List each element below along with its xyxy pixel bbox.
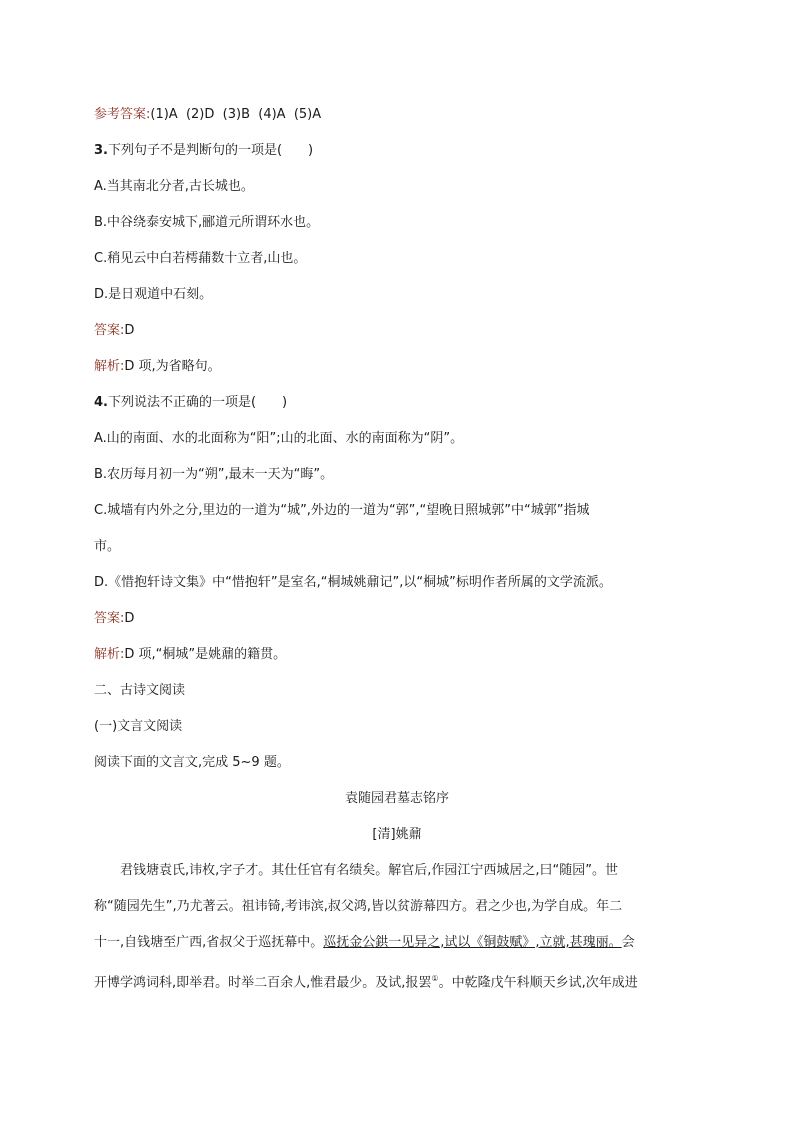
- question-4-text: 下列说法不正确的一项是( ): [107, 395, 288, 410]
- question-3-stem: [94, 142, 313, 160]
- question-3-number: 3.: [94, 143, 108, 158]
- answer-value: D: [124, 323, 135, 338]
- passage-line-3-end: 会: [621, 935, 635, 950]
- analysis-label: 解析:: [94, 647, 125, 662]
- passage-line-4-end: 。中乾隆戊午科顺天乡试,次年成进: [438, 975, 638, 991]
- question-3-option-b: B.中谷绕泰安城下,郦道元所谓环水也。: [94, 215, 320, 230]
- answer-value: D: [124, 611, 135, 626]
- question-3-option-d: D.是日观道中石刻。: [94, 287, 213, 302]
- footnote-marker[interactable]: ①: [431, 974, 439, 983]
- passage-line-4: [94, 970, 638, 992]
- analysis-text: D 项,“桐城”是姚鼐的籍贯。: [124, 647, 287, 662]
- question-4-analysis: [94, 646, 286, 664]
- passage-line-3-start: 十一,自钱塘至广西,省叔父于巡抚幕中。: [94, 935, 324, 950]
- passage-line-3: [94, 934, 635, 952]
- passage-line-4-start: 开博学鸿词科,即举君。时举二百余人,惟君最少。及试,报罢: [94, 975, 432, 991]
- question-3-text: 下列句子不是判断句的一项是( ): [107, 143, 314, 158]
- question-4-option-a: A.山的南面、水的北面称为“阳”;山的北面、水的南面称为“阴”。: [94, 431, 464, 446]
- question-4-option-b: B.农历每月初一为“朔”,最末一天为“晦”。: [94, 467, 334, 482]
- question-4-option-d: D.《惜抱轩诗文集》中“惜抱轩”是室名,“桐城姚鼐记”,以“桐城”标明作者所属的文学流派。: [94, 575, 612, 590]
- question-3-option-a: A.当其南北分者,古长城也。: [94, 179, 254, 194]
- answer-key-text: (1)A (2)D (3)B (4)A (5)A: [150, 107, 322, 122]
- passage-line-2: 称“随园先生”,乃尤著云。祖讳锜,考讳滨,叔父鸿,皆以贫游幕四方。君之少也,为学自成。年二: [94, 899, 623, 914]
- analysis-label: 解析:: [94, 359, 125, 374]
- passage-line-1: 君钱塘袁氏,讳枚,字子才。其仕任官有名绩矣。解官后,作园江宁西城居之,曰“随园”。世: [120, 863, 618, 878]
- passage-title: 袁随园君墓志铭序: [344, 791, 449, 806]
- question-4-answer: [94, 610, 134, 628]
- answer-key-label: 参考答案:: [94, 107, 151, 122]
- passage-author: [清]姚鼐: [372, 827, 422, 842]
- question-4-option-c-continued: 市。: [94, 539, 121, 554]
- question-3-option-c: C.稍见云中白若樗蒱数十立者,山也。: [94, 251, 307, 266]
- section-subheading: (一)文言文阅读: [94, 719, 183, 734]
- underlined-sentence: 巡抚金公鉷一见异之,试以《铜鼓赋》,立就,甚瑰丽。: [323, 935, 622, 950]
- question-4-number: 4.: [94, 395, 108, 410]
- analysis-text: D 项,为省略句。: [124, 359, 221, 374]
- answer-label: 答案:: [94, 323, 125, 338]
- question-4-option-c: C.城墙有内外之分,里边的一道为“城”,外边的一道为“郭”,“望晚日照城郭”中“城郭”指城: [94, 503, 590, 518]
- section-instruction: 阅读下面的文言文,完成 5~9 题。: [94, 755, 290, 770]
- question-3-analysis: [94, 358, 221, 376]
- question-4-stem: [94, 394, 287, 412]
- question-3-answer: [94, 322, 134, 340]
- answer-label: 答案:: [94, 611, 125, 626]
- section-heading: 二、古诗文阅读: [94, 683, 186, 698]
- answer-key-line: [94, 106, 321, 124]
